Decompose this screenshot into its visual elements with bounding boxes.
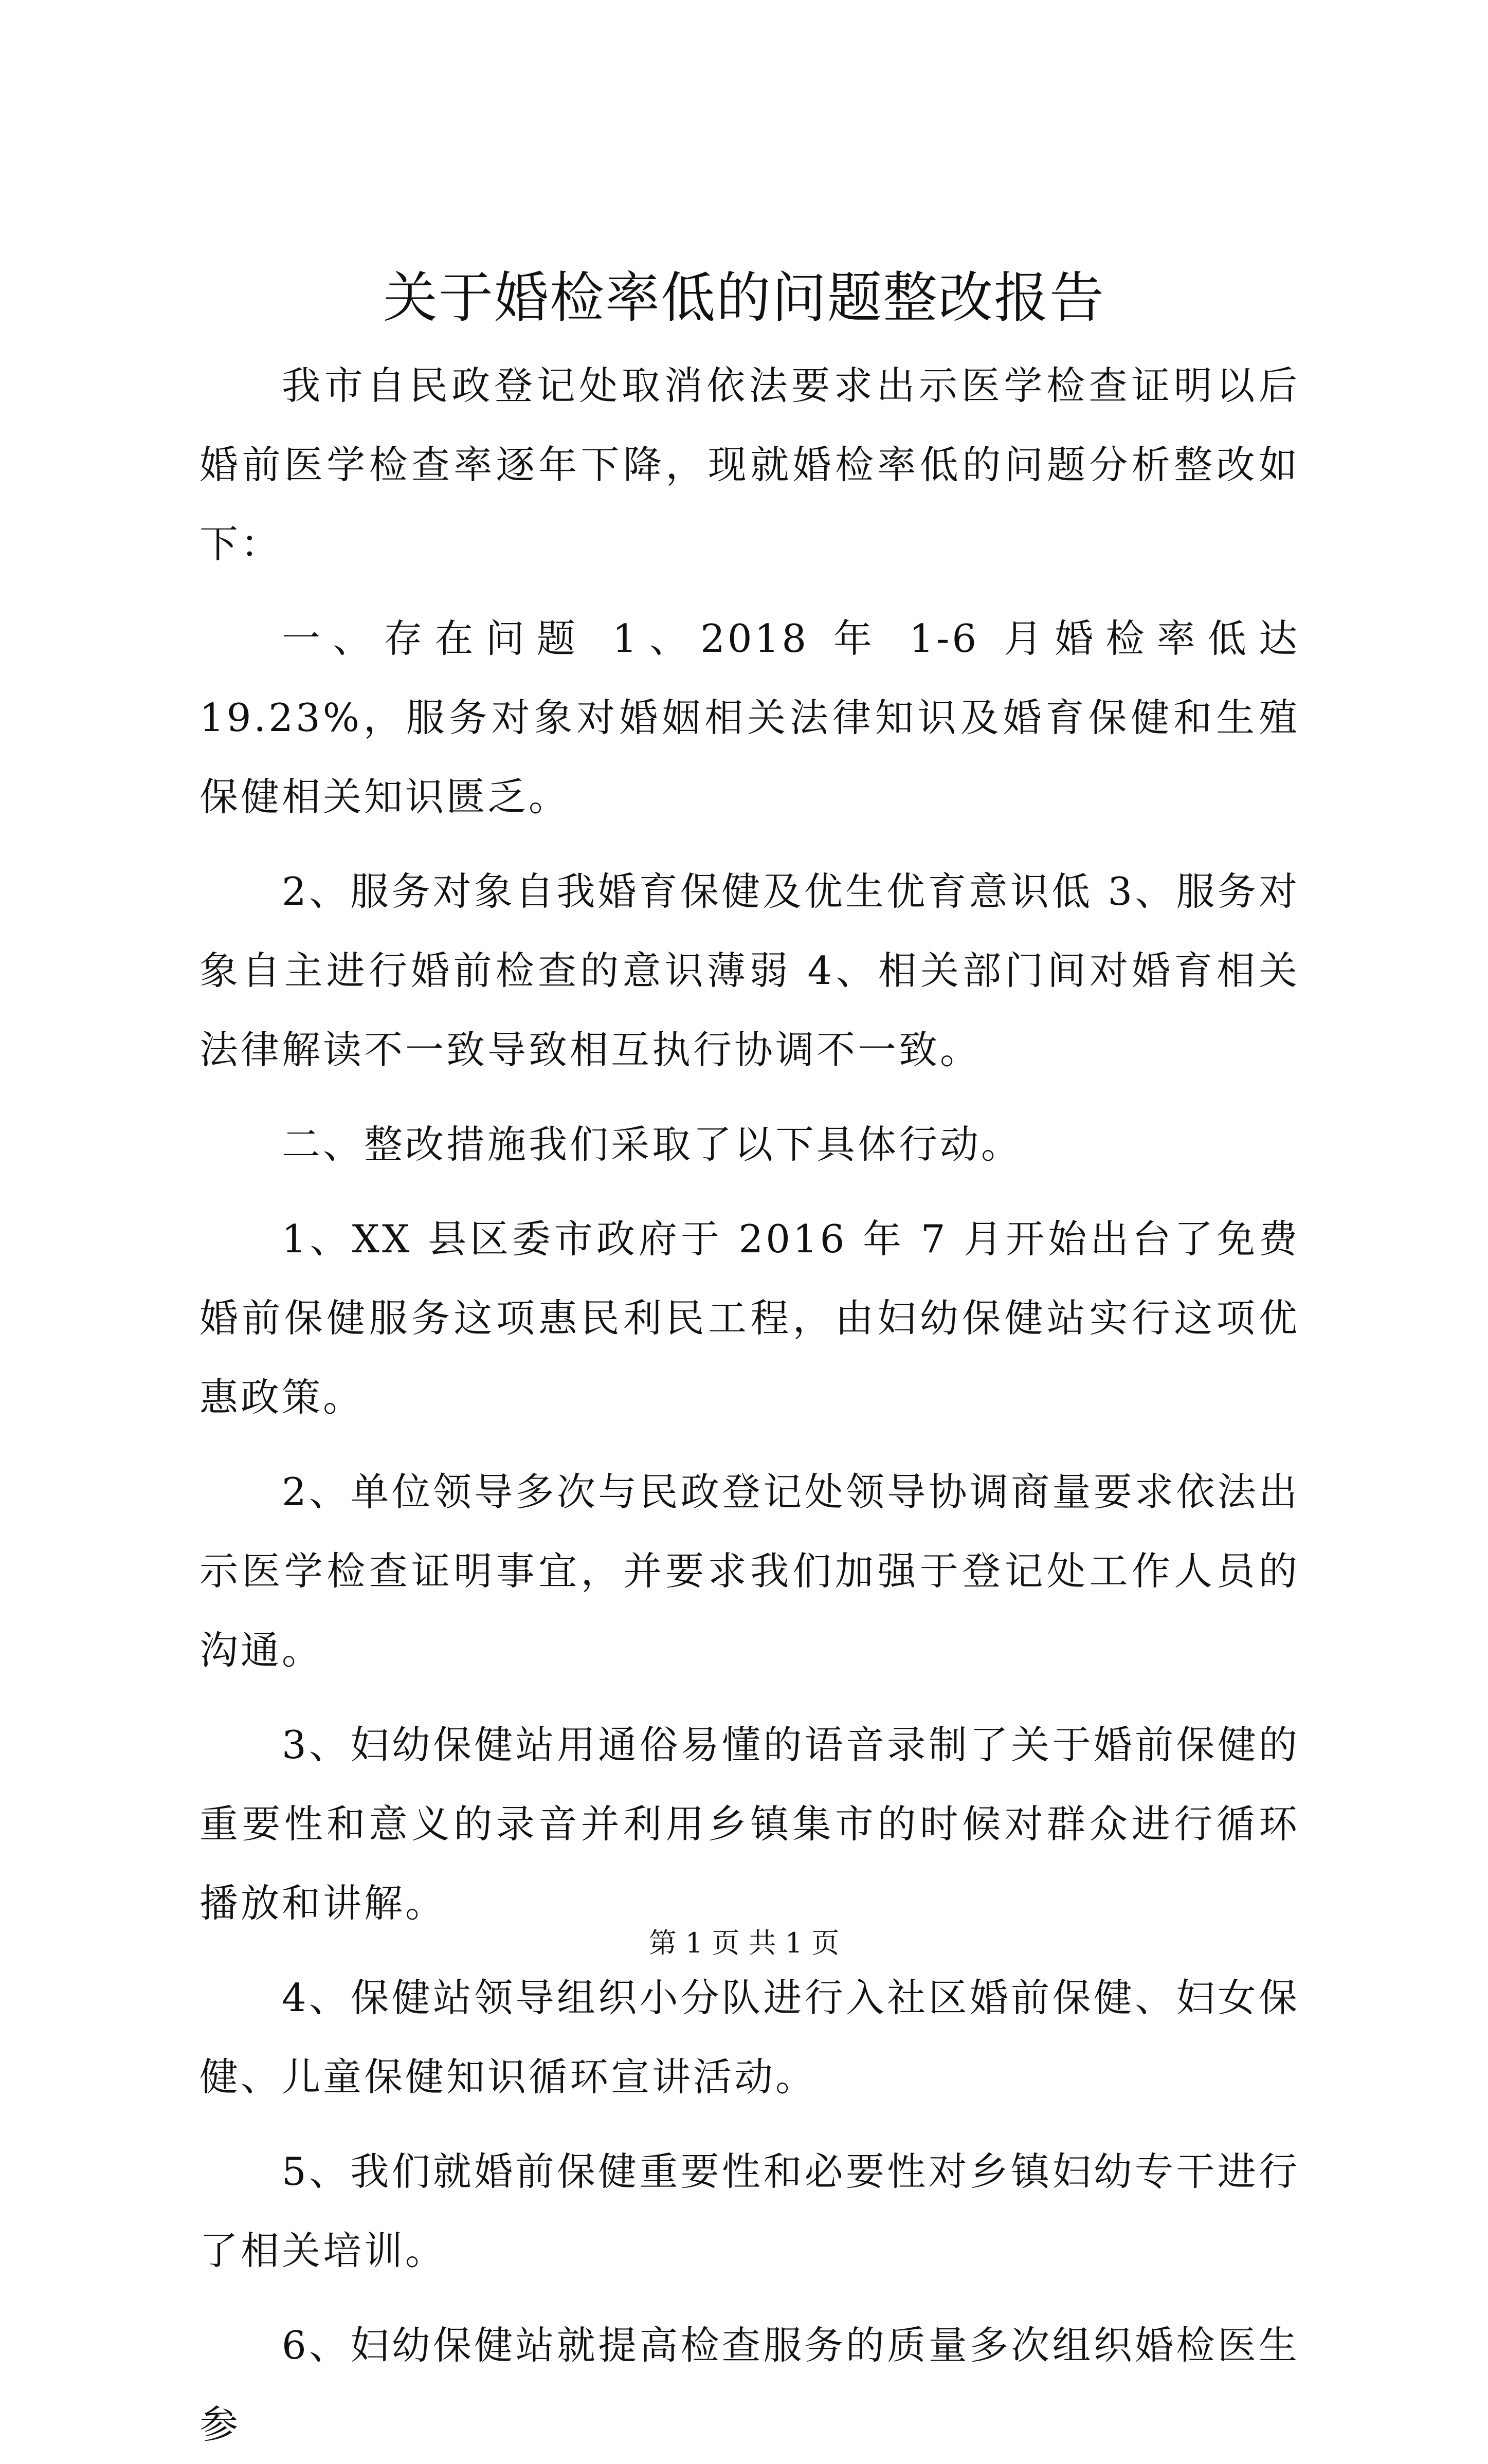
document-title: 关于婚检率低的问题整改报告: [383, 266, 1105, 330]
document-body: [199, 346, 1300, 2464]
paragraph-problems-2-4: 2、服务对象自我婚育保健及优生优育意识低 3、服务对象自主进行婚前检查的意识薄弱 4、相关部门间对婚育相关法律解读不一致导致相互执行协调不一致。: [199, 869, 1300, 1072]
paragraph-intro: 我市自民政登记处取消依法要求出示医学检查证明以后婚前医学检查率逐年下降，现就婚检率低的问题分析整改如下：: [199, 363, 1300, 567]
paragraph-measure-3: 3、妇幼保健站用通俗易懂的语音录制了关于婚前保健的重要性和意义的录音并利用乡镇集市的时候对群众进行循环播放和讲解。: [199, 1722, 1300, 1926]
paragraph-problems: 一、存在问题 1、2018 年 1-6 月婚检率低达 19.23%，服务对象对婚姻相关法律知识及婚育保健和生殖保健相关知识匮乏。: [199, 616, 1300, 819]
paragraph-measure-6: 6、妇幼保健站就提高检查服务的质量多次组织婚检医生参: [199, 2323, 1300, 2447]
paragraph-measures-heading: 二、整改措施我们采取了以下具体行动。: [282, 1122, 1023, 1167]
paragraph-measure-1: 1、XX 县区委市政府于 2016 年 7 月开始出台了免费婚前保健服务这项惠民利民工程，由妇幼保健站实行这项优惠政策。: [199, 1216, 1300, 1420]
paragraph-measure-5: 5、我们就婚前保健重要性和必要性对乡镇妇幼专干进行了相关培训。: [199, 2149, 1300, 2273]
paragraph-measure-2: 2、单位领导多次与民政登记处领导协调商量要求依法出示医学检查证明事宜，并要求我们加强于登记处工作人员的沟通。: [199, 1469, 1300, 1673]
paragraph-measure-4: 4、保健站领导组织小分队进行入社区婚前保健、妇女保健、儿童保健知识循环宣讲活动。: [199, 1975, 1300, 2100]
page-number-footer: 第 1 页 共 1 页: [648, 1927, 840, 1959]
